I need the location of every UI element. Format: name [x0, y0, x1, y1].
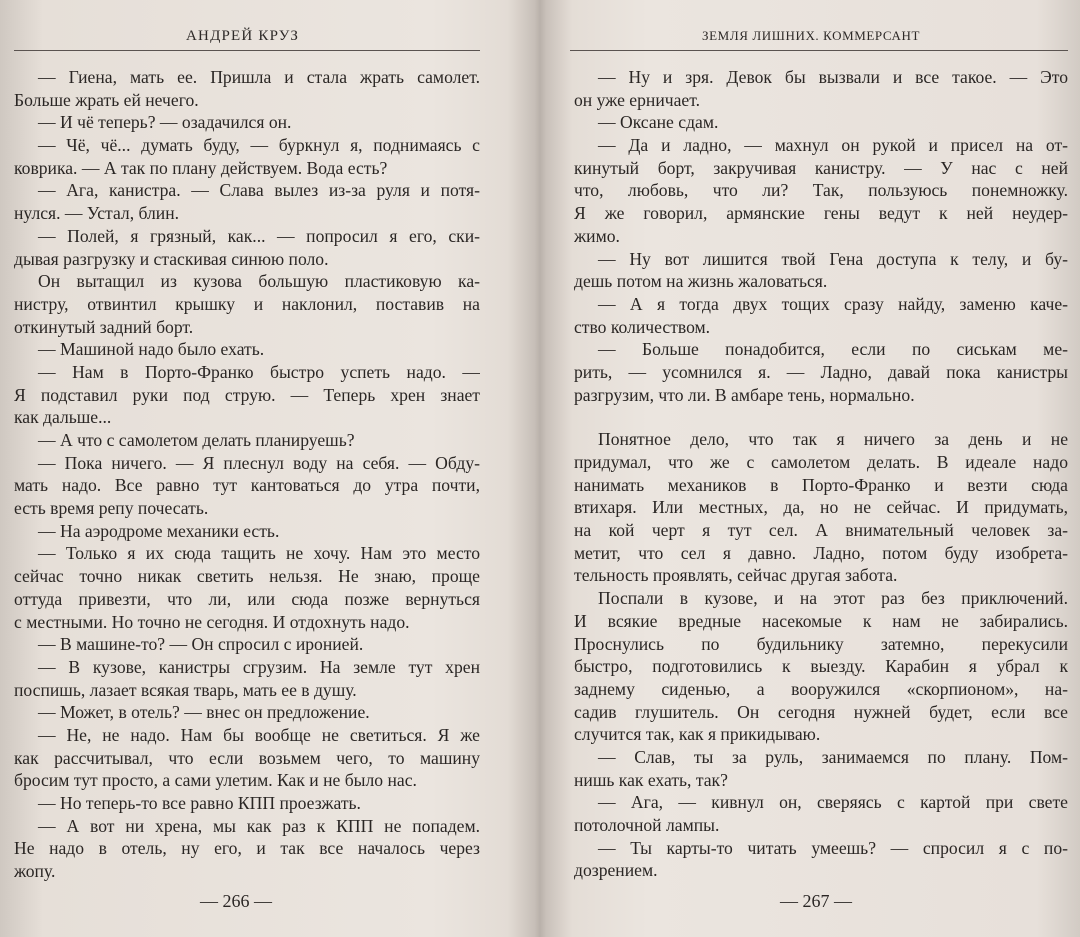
- text-line: есть время репу почесать.: [14, 498, 209, 519]
- text-line: Я же говорил, армянские гены ведут к ней неудер-: [574, 203, 1068, 224]
- text-line: Понятное дело, что так я ничего за день и не: [598, 429, 1068, 450]
- text-line: придумал, что же с самолетом делать. В идеале надо: [574, 452, 1068, 472]
- text-line: жопу.: [14, 861, 56, 882]
- text-line: — Чё, чё... думать буду, — буркнул я, поднимаясь с: [38, 135, 480, 156]
- text-line: ство количеством.: [574, 316, 711, 337]
- text-line: — Нам в Порто-Франко быстро успеть надо. —: [38, 361, 480, 382]
- text-line: кинутый борт, закручивая канистру. — У нас с ней: [574, 157, 1068, 178]
- text-line: поспишь, лазает всякая тварь, мать ее в душу.: [14, 679, 357, 700]
- text-line: — Оксане сдам.: [598, 112, 719, 133]
- text-line: — А вот ни хрена, мы как раз к КПП не попадем.: [38, 815, 480, 836]
- text-line: — А что с самолетом делать планируешь?: [38, 430, 355, 450]
- text-line: — Гиена, мать ее. Пришла и стала жрать самолет.: [38, 67, 480, 87]
- text-line: — На аэродроме механики есть.: [38, 520, 280, 541]
- text-line: Он вытащил из кузова большую пластиковую ка-: [38, 271, 480, 292]
- text-line: — Может, в отель? — внес он предложение.: [38, 702, 370, 723]
- text-line: втихаря. Или местных, да, но не сейчас. И придумать,: [574, 497, 1068, 518]
- text-line: с местными. Но точно не сегодня. И отдохнуть надо.: [14, 611, 410, 632]
- text-line: он уже ерничает.: [574, 89, 700, 110]
- text-line: дывая разгрузку и стаскивая синюю поло.: [14, 248, 329, 269]
- text-line: — Больше понадобится, если по сиськам ме-: [598, 339, 1068, 360]
- text-line: Поспали в кузове, и на этот раз без приключений.: [598, 588, 1068, 609]
- text-line: — Только я их сюда тащить не хочу. Нам это место: [38, 543, 480, 564]
- text-line: нистру, отвинтил крышку и наклонил, поставив на: [14, 293, 480, 314]
- text-line: сейчас точно никак светить нельзя. Не знаю, проще: [14, 566, 480, 587]
- text-line: мать надо. Все равно тут кантоваться до утра почти,: [14, 475, 480, 496]
- text-line: как дальше...: [14, 407, 112, 428]
- text-line: — Машиной надо было ехать.: [38, 339, 265, 360]
- text-line: жимо.: [574, 225, 620, 246]
- text-line: — Не, не надо. Нам бы вообще не светиться. Я же: [38, 724, 480, 745]
- running-head-author: АНДРЕЙ КРУЗ: [186, 28, 300, 44]
- text-line: — Слав, ты за руль, занимаемся по плану. Пом-: [598, 746, 1068, 767]
- page-number-right: — 267 —: [780, 891, 852, 911]
- text-line: — Пока ничего. — Я плеснул воду на себя. — Обду-: [38, 452, 480, 473]
- running-head-title: ЗЕМЛЯ ЛИШНИХ. КОММЕРСАНТ: [702, 28, 921, 43]
- text-line: бросим тут просто, а сами улетим. Как и не было нас.: [14, 770, 417, 791]
- text-line: потолочной лампы.: [574, 815, 720, 835]
- text-line: как рассчитывал, что если возьмем чего, то машину: [14, 747, 480, 768]
- text-line: — Полей, я грязный, как... — попросил я его, ски-: [38, 225, 480, 246]
- header-rule: [14, 50, 480, 51]
- text-line: что, любовь, что ли? Так, пользуюсь понемножку.: [574, 180, 1068, 201]
- text-line: — В кузове, канистры сгрузим. На земле тут хрен: [38, 656, 480, 677]
- text-line: тельность проявлять, сейчас другая забота.: [574, 565, 898, 586]
- left-page: [0, 0, 530, 937]
- text-line: заднему сиденью, а вооружился «скорпионом», на-: [574, 678, 1068, 699]
- text-line: — Но теперь-то все равно КПП проезжать.: [38, 793, 361, 813]
- text-line: нулся. — Устал, блин.: [14, 203, 180, 224]
- text-line: Проснулись по будильнику затемно, перекусили: [574, 633, 1068, 654]
- text-line: — И чё теперь? — озадачился он.: [38, 112, 292, 133]
- text-line: дешь потом на жизнь жаловаться.: [574, 271, 828, 292]
- right-page: [548, 0, 1080, 937]
- text-line: — Ну вот лишится твой Гена доступа к телу, и бу-: [598, 248, 1068, 269]
- text-line: на кой черт я тут сел. А внимательный человек за-: [574, 520, 1068, 541]
- page-number-left: — 266 —: [200, 891, 272, 911]
- text-line: разгрузим, что ли. В амбаре тень, нормально.: [574, 384, 915, 405]
- text-line: — Да и ладно, — махнул он рукой и присел на от-: [598, 135, 1068, 156]
- text-line: — Ага, — кивнул он, сверяясь с картой при свете: [598, 792, 1068, 813]
- text-line: коврика. — А так по плану действуем. Вода есть?: [14, 157, 388, 178]
- right-page-text: [574, 66, 1068, 882]
- left-page-text: [14, 66, 480, 883]
- text-line: оттуда привезти, что ли, или сюда позже вернуться: [14, 588, 480, 609]
- text-line: рить, — усомнился я. — Ладно, давай пока канистры: [574, 361, 1068, 382]
- text-line: метит, что сел я давно. Ладно, потом буду изобрета-: [574, 542, 1068, 563]
- header-rule: [570, 50, 1068, 51]
- text-line: Больше жрать ей нечего.: [14, 89, 199, 110]
- text-line: Я подставил руки под струю. — Теперь хрен знает: [14, 384, 480, 405]
- text-line: нанимать механиков в Порто-Франко и везти сюда: [574, 474, 1068, 495]
- text-line: — Ты карты-то читать умеешь? — спросил я с по-: [598, 837, 1068, 858]
- text-line: И всякие вредные насекомые к нам не забирались.: [574, 610, 1068, 631]
- text-line: садив глушитель. Он сегодня нужней будет, если все: [574, 701, 1068, 722]
- text-line: — В машине-то? — Он спросил с иронией.: [38, 634, 364, 655]
- text-line: быстро, подготовились к выезду. Карабин я убрал к: [574, 656, 1068, 677]
- text-line: дозрением.: [574, 860, 658, 881]
- text-line: — Ага, канистра. — Слава вылез из-за руля и потя-: [38, 180, 480, 201]
- text-line: откинутый задний борт.: [14, 316, 194, 337]
- text-line: Не надо в отель, ну его, и так все началось через: [14, 838, 480, 859]
- text-line: случится так, как я прикидываю.: [574, 724, 821, 745]
- text-line: — Ну и зря. Девок бы вызвали и все такое. — Это: [598, 67, 1068, 87]
- text-line: нишь как ехать, так?: [574, 769, 728, 790]
- text-line: — А я тогда двух тощих сразу найду, заменю каче-: [598, 293, 1068, 314]
